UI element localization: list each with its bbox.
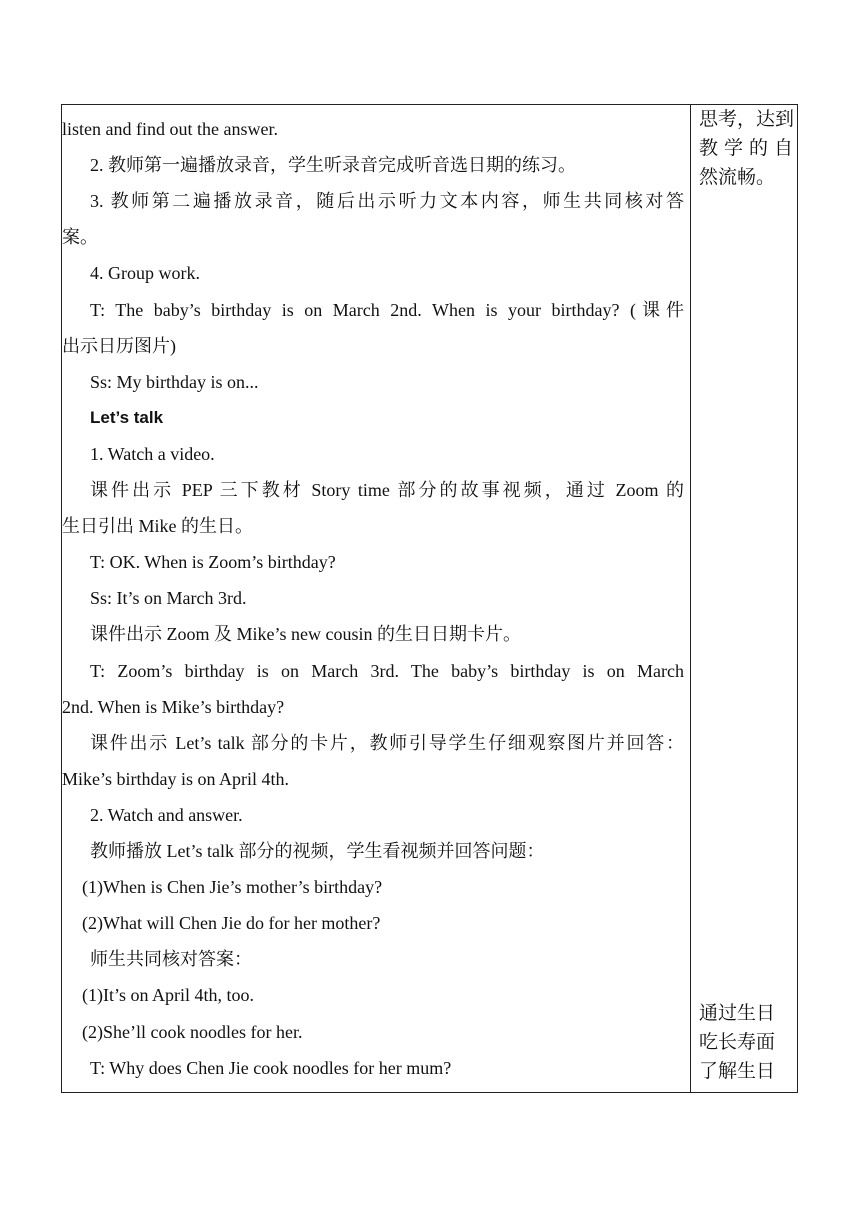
text-line: 课件出示 PEP 三下教材 Story time 部分的故事视频，通过 Zoom 的 xyxy=(90,480,684,500)
text-line: 生日引出 Mike 的生日。 xyxy=(62,516,253,537)
text-line: Let’s talk xyxy=(90,407,164,427)
text-line: Ss: My birthday is on... xyxy=(90,371,259,392)
text-line: T: OK. When is Zoom’s birthday? xyxy=(90,552,336,573)
column-divider xyxy=(690,105,691,1092)
text-line: 案。 xyxy=(62,227,98,248)
text-line: T: Why does Chen Jie cook noodles for her mum? xyxy=(90,1057,452,1078)
text-line: (2)She’ll cook noodles for her. xyxy=(82,1021,303,1042)
side-note-line: 了解生日 xyxy=(699,1061,776,1082)
text-line: Mike’s birthday is on April 4th. xyxy=(62,768,289,789)
side-note-line: 吃长寿面 xyxy=(699,1032,776,1053)
side-note-line: 然流畅。 xyxy=(699,167,776,188)
text-line: T: Zoom’s birthday is on March 3rd. The baby’s birthday is on March xyxy=(90,660,684,681)
side-note-line: 思考，达到 xyxy=(699,109,795,130)
text-line: 课件出示 Zoom 及 Mike’s new cousin 的生日日期卡片。 xyxy=(90,624,521,645)
text-line: 1. Watch a video. xyxy=(90,443,215,464)
side-note-line: 通过生日 xyxy=(699,1003,776,1024)
text-line: 2nd. When is Mike’s birthday? xyxy=(62,696,285,717)
text-line: listen and find out the answer. xyxy=(62,119,278,139)
text-line: 出示日历图片) xyxy=(62,335,176,356)
lesson-table xyxy=(61,104,798,1093)
text-line: (1)When is Chen Jie’s mother’s birthday? xyxy=(82,877,383,898)
text-line: (2)What will Chen Jie do for her mother? xyxy=(82,913,381,934)
text-line: 教师播放 Let’s talk 部分的视频，学生看视频并回答问题： xyxy=(90,841,545,861)
text-line: 师生共同核对答案： xyxy=(90,949,252,970)
text-line: T: The baby’s birthday is on March 2nd. When is your birthday? (课件 xyxy=(90,299,684,320)
text-line: 2. 教师第一遍播放录音，学生听录音完成听音选日期的练习。 xyxy=(90,155,576,176)
text-line: 课件出示 Let’s talk 部分的卡片，教师引导学生仔细观察图片并回答： xyxy=(90,732,684,753)
text-line: Ss: It’s on March 3rd. xyxy=(90,588,247,609)
side-note-line: 教 学 的 自 xyxy=(699,138,793,159)
text-line: 3. 教师第二遍播放录音，随后出示听力文本内容，师生共同核对答 xyxy=(90,191,684,212)
text-line: 2. Watch and answer. xyxy=(90,804,243,825)
text-line: 4. Group work. xyxy=(90,263,200,284)
text-line: (1)It’s on April 4th, too. xyxy=(82,985,254,1006)
